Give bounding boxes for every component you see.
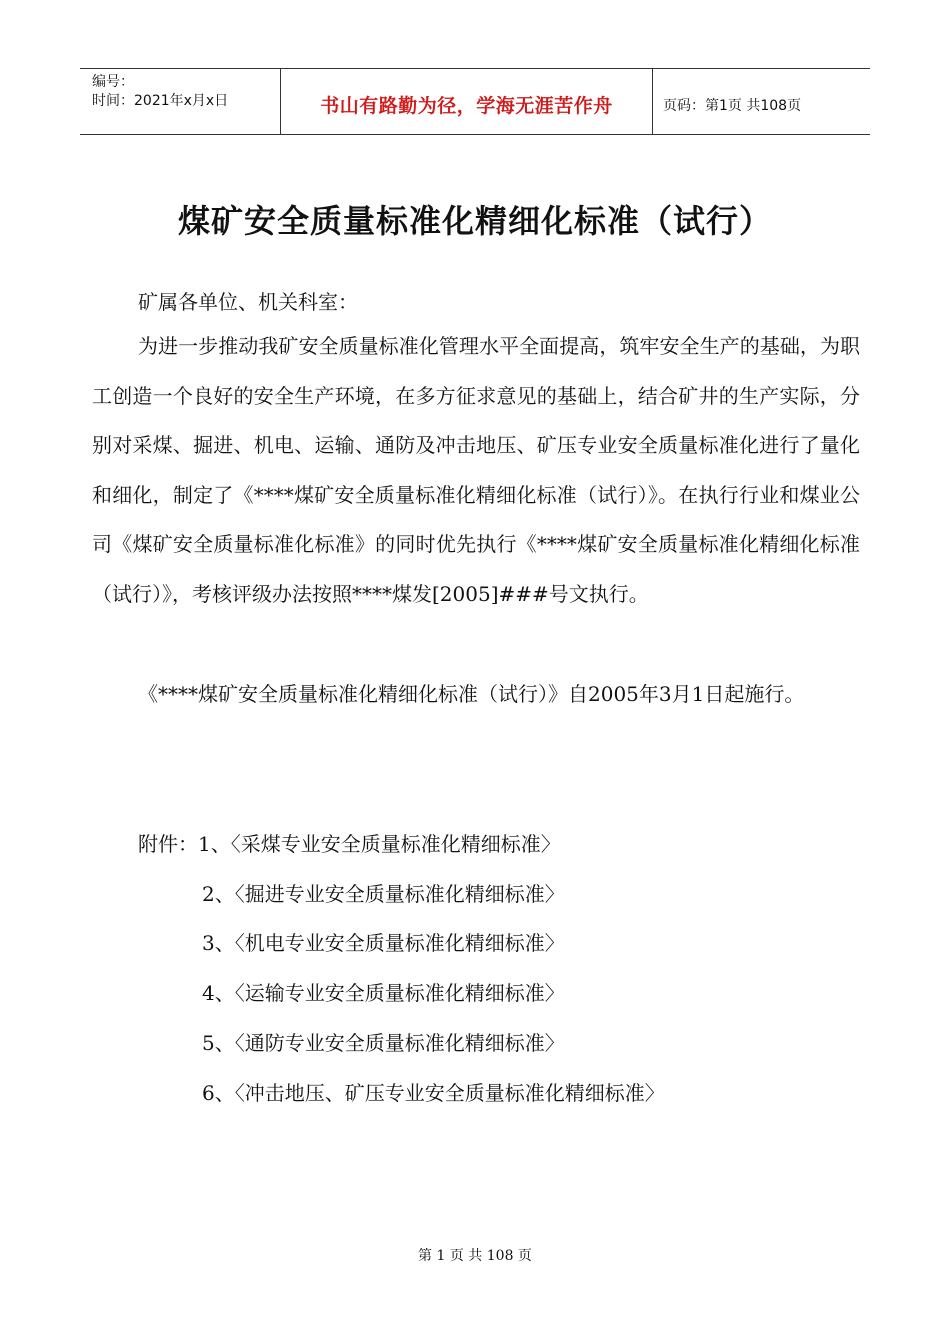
page-footer: 第 1 页 共 108 页 xyxy=(418,1248,532,1264)
attachment-item: 5、〈通防专业安全质量标准化精细标准〉 xyxy=(202,1030,565,1055)
attachment-item: 2、〈掘进专业安全质量标准化精细标准〉 xyxy=(202,881,565,906)
document-date: 时间：2021年x月x日 xyxy=(92,93,229,109)
body-paragraph: 为进一步推动我矿安全质量标准化管理水平全面提高，筑牢安全生产的基础，为职工创造一个良好的安全生产环境，在多方征求意见的基础上，结合矿井的生产实际，分别对采煤、掘进、机电、运输、通防及冲击地压、矿压专业安全质量标准化进行了量化和细化，制定了《****煤矿安全质量标准化精细化标准（试行）》。在执行行业和煤业公司《煤矿安全质量标准化标准》的同时优先执行《****煤矿安全质量标准化精细化标准（试行）》，考核评级办法按照****煤发[2005]###号文执行。 xyxy=(92,334,860,606)
document-title: 煤矿安全质量标准化精细化标准（试行） xyxy=(177,202,772,240)
document-number-label: 编号： xyxy=(92,74,134,90)
attachment-item: 6、〈冲击地压、矿压专业安全质量标准化精细标准〉 xyxy=(202,1080,665,1105)
page-header xyxy=(80,68,870,135)
attachment-item: 4、〈运输专业安全质量标准化精细标准〉 xyxy=(202,981,565,1006)
attachment-item: 3、〈机电专业安全质量标准化精细标准〉 xyxy=(202,931,565,956)
attachment-item: 附件：1、〈采煤专业安全质量标准化精细标准〉 xyxy=(138,832,561,856)
header-page-info: 页码：第1页 共108页 xyxy=(663,97,802,114)
body-paragraph: 《****煤矿安全质量标准化精细化标准（试行）》自2005年3月1日起施行。 xyxy=(138,682,805,706)
salutation: 矿属各单位、机关科室： xyxy=(138,290,358,314)
header-motto: 书山有路勤为径，学海无涯苦作舟 xyxy=(281,69,653,134)
header-meta xyxy=(80,69,281,134)
attachment-list xyxy=(138,820,665,1118)
